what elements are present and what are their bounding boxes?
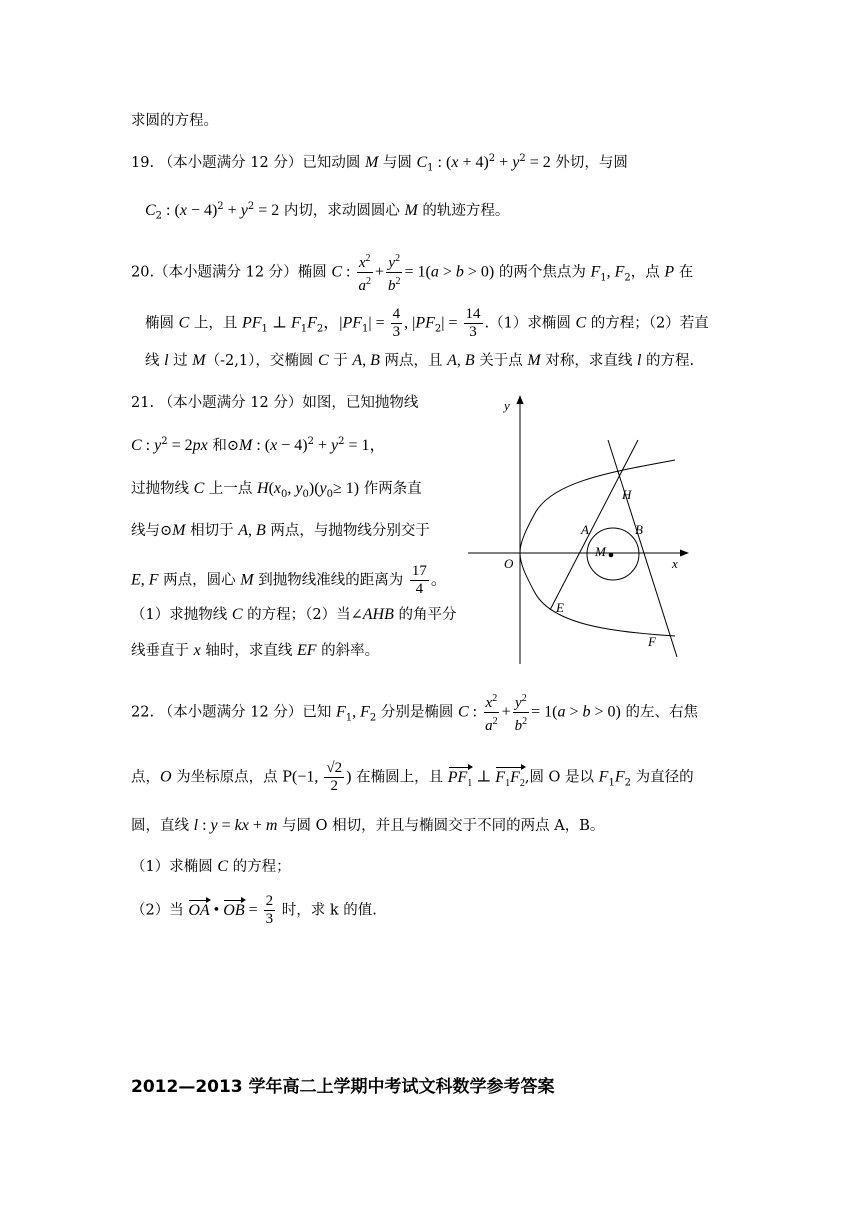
problem-20-line-1: 20.（本小题满分 12 分）椭圆 C : $\frac{x^2}{a^2}$ + $\frac{y^2}{b^2}$ = 1(a > b > 0) 的两个焦点为 $F_1$, $F_2$，点 P 在 xyxy=(131,250,693,295)
text: 分别是椭圆 xyxy=(376,704,458,721)
label-b: B xyxy=(635,522,643,537)
text: 的方程；（2）当∠ xyxy=(242,607,363,623)
text: 为坐标原点，点 P xyxy=(171,769,293,786)
text: 线 xyxy=(145,353,165,369)
text: 圆，直线 xyxy=(131,818,194,834)
label-y: y xyxy=(504,398,510,413)
text: 上一点 xyxy=(204,481,257,497)
text: （1）求椭圆 xyxy=(131,859,218,875)
text: 为直径的 xyxy=(630,769,694,786)
text: 对称，求直线 xyxy=(540,353,637,369)
text: 线垂直于 xyxy=(131,643,194,659)
text: 两点，且 xyxy=(379,353,448,369)
text: 求圆的方程。 xyxy=(131,113,218,129)
text: .（1）求椭圆 xyxy=(484,315,576,332)
problem-19-line-2: $C_2$ : $(x - 4)^2 + y^2 = 2$ 内切，求动圆圆心 M 的轨迹方程。 xyxy=(145,201,510,222)
label-x: x xyxy=(672,556,678,571)
text: 线与⊙ xyxy=(131,523,173,539)
text: 的方程；（2）若直 xyxy=(586,315,709,332)
y-axis-arrow xyxy=(517,395,524,404)
text: 的左、右焦 xyxy=(620,704,698,721)
text: 20.（本小题满分 12 分）椭圆 xyxy=(131,264,332,281)
center-m-dot xyxy=(609,553,614,558)
problem-21-line-5: E, F 两点，圆心 M 到抛物线准线的距离为 $\frac{17}{4}$ 。 xyxy=(131,563,447,597)
text: 两点，与抛物线分别交于 xyxy=(265,523,430,539)
text: （-2,1），交椭圆 xyxy=(205,353,318,369)
text: 和⊙ xyxy=(207,437,240,454)
text: 与圆 xyxy=(378,154,417,171)
text: 内切，求动圆圆心 xyxy=(279,202,405,219)
problem-22-line-5: （2）当 OA • OB = $\frac{2}{3}$ 时，求 k 的值. xyxy=(131,893,377,927)
text-line xyxy=(131,110,218,132)
problem-20-line-3: 线 l 过 M（-2,1），交椭圆 C 于 A, B 两点，且 A, B 关于点 M 对称，求直线 l 的方程. xyxy=(145,352,695,369)
text: 过 xyxy=(168,353,193,369)
problem-21-line-7: 线垂直于 x 轴时，求直线 EF 的斜率。 xyxy=(131,642,380,659)
text: 两点，圆心 xyxy=(158,572,241,589)
text: 的方程. xyxy=(641,353,695,369)
problem-21-line-3: 过抛物线 C 上一点 $H(x_0$, $y_0)(y_0\ge 1)$ 作两条直 xyxy=(131,480,422,500)
problem-22-line-3: 圆，直线 l : y = kx + m 与圆 O 相切，并且与椭圆交于不同的两点 A，B。 xyxy=(131,817,605,834)
text: 在椭圆上，且 xyxy=(351,769,448,786)
text: ,圆 O 是以 xyxy=(524,769,599,786)
text: 与圆 O 相切，并且与椭圆交于不同的两点 A，B。 xyxy=(277,818,605,834)
text: 时，求 k 的值. xyxy=(277,902,377,919)
problem-21-line-1 xyxy=(131,392,418,414)
label-e: E xyxy=(556,600,564,615)
label-m: M xyxy=(595,544,606,559)
text: 椭圆 xyxy=(145,315,179,332)
text: 的两个焦点为 xyxy=(494,264,591,281)
text: （2）当 xyxy=(131,902,189,919)
text: 19. （本小题满分 12 分）已知动圆 xyxy=(131,154,365,171)
problem-22-line-4: （1）求椭圆 C 的方程； xyxy=(131,858,291,875)
text: 的方程； xyxy=(228,859,291,875)
text: 关于点 xyxy=(474,353,528,369)
problem-21-line-4: 线与⊙M 相切于 A, B 两点，与抛物线分别交于 xyxy=(131,522,430,539)
tangent-line-ha xyxy=(550,440,638,610)
text: 上，且 xyxy=(189,315,242,332)
label-h: H xyxy=(622,487,632,502)
text: 到抛物线准线的距离为 xyxy=(253,572,408,589)
text: 的斜率。 xyxy=(316,643,380,659)
problem-21-line-6: （1）求抛物线 C 的方程；（2）当∠AHB 的角平分 xyxy=(131,606,457,623)
text: 在 xyxy=(674,264,694,281)
text: （1）求抛物线 xyxy=(131,607,232,623)
text: 于 xyxy=(328,353,353,369)
problem-20-line-2: 椭圆 C 上，且 $PF_1$ ⊥ $F_1F_2$，$|PF_1|$ = $\frac{4}{3}$ , $|PF_2|$ = $\frac{14}{3}$ .（1）求椭圆 C 的方程；（2）若直 xyxy=(145,306,709,340)
label-f: F xyxy=(648,634,656,649)
text: 点， xyxy=(131,769,160,786)
label-a: A xyxy=(581,522,589,537)
text: 22. （本小题满分 12 分）已知 xyxy=(131,704,336,721)
x-axis-arrow xyxy=(680,550,689,557)
text: 轴时，求直线 xyxy=(200,643,297,659)
text: 外切，与圆 xyxy=(550,154,628,171)
text: 的轨迹方程。 xyxy=(417,202,510,219)
problem-21-line-2: C : $y^2 = 2px$ 和⊙M : $(x - 4)^2 + y^2 = 1$， xyxy=(131,436,386,454)
problem-19-line-1: 19. （本小题满分 12 分）已知动圆 M 与圆 $C_1$ : $(x + 4)^2 + y^2 = 2$ 外切，与圆 xyxy=(131,153,628,174)
text: 的角平分 xyxy=(393,607,457,623)
answer-key-heading: 2012—2013 学年高二上学期中考试文科数学参考答案 xyxy=(131,1077,555,1097)
problem-22-line-2: 点，O 为坐标原点，点 P(−1, $\frac{√2}{2}$ ) 在椭圆上，且 $PF_1$ ⊥ $F_1F_2$,圆 O 是以 $F_1F_2$ 为直径的 xyxy=(131,760,694,794)
text: 相切于 xyxy=(185,523,239,539)
label-origin: O xyxy=(504,556,514,571)
parabola-circle-figure xyxy=(460,392,700,672)
problem-22-line-1: 22. （本小题满分 12 分）已知 $F_1$, $F_2$ 分别是椭圆 C : $\frac{x^2}{a^2}$ + $\frac{y^2}{b^2}$ = 1(a > b > 0) 的左、右焦 xyxy=(131,690,698,735)
text: 21. （本小题满分 12 分）如图，已知抛物线 xyxy=(131,395,419,411)
tangent-line-hb xyxy=(608,440,677,657)
text: ，点 xyxy=(630,264,665,281)
text: 作两条直 xyxy=(359,481,422,497)
text: 过抛物线 xyxy=(131,481,194,497)
